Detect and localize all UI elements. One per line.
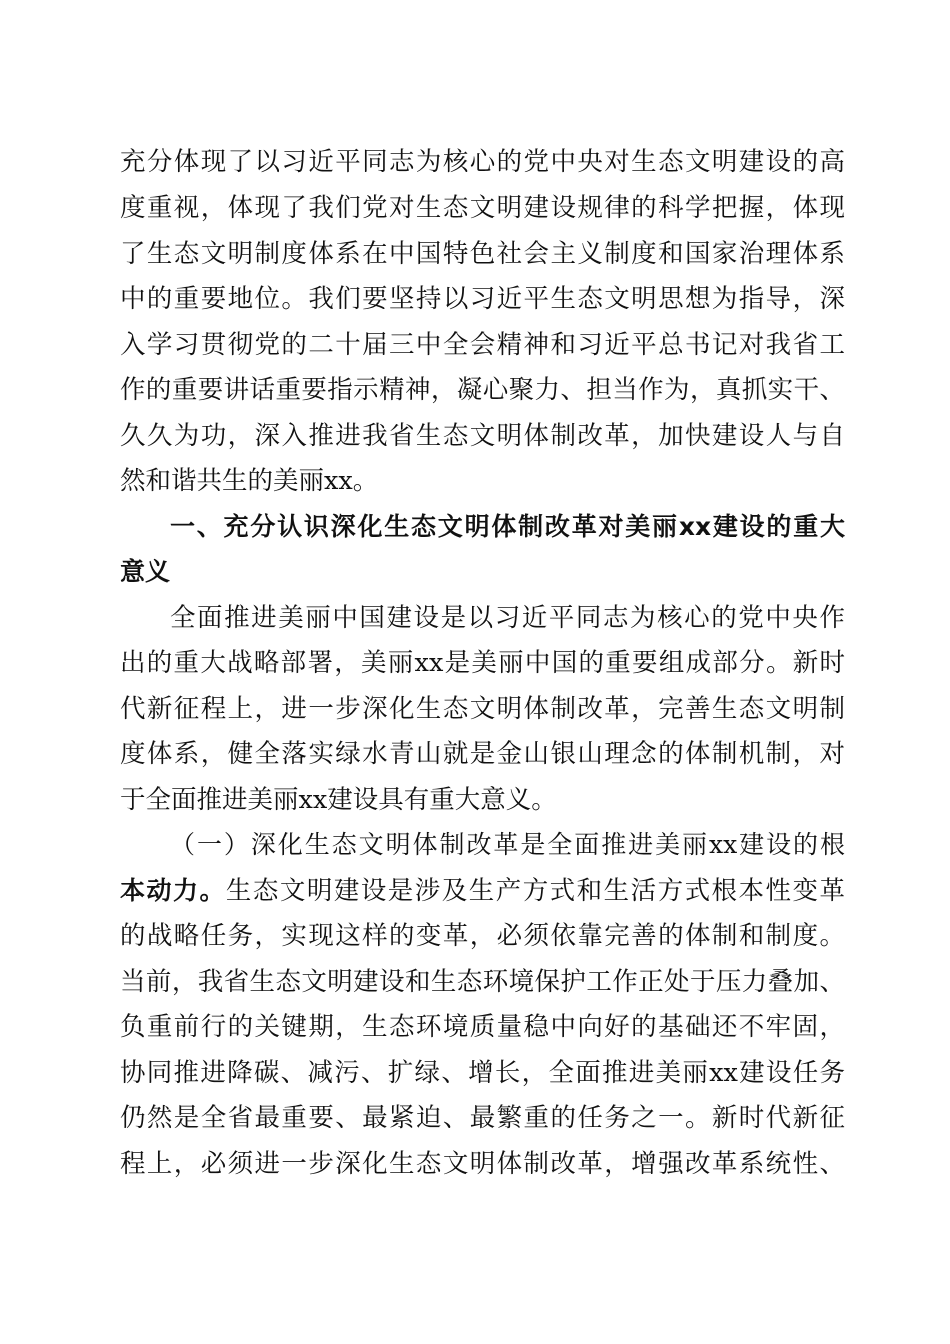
paragraph-line: 于全面推进美丽xx建设具有重大意义。	[120, 785, 557, 815]
paragraph-line: 的战略任务，实现这样的变革，必须依靠完善的体制和制度。	[120, 921, 845, 951]
section-heading: 一、充分认识深化生态文明体制改革对美丽xx建设的重大	[170, 512, 845, 541]
paragraph-line: 久久为功，深入推进我省生态文明体制改革，加快建设人与自	[120, 421, 845, 451]
subheading-line: （一）深化生态文明体制改革是全面推进美丽xx建设的根	[170, 830, 845, 859]
paragraph-line: 全面推进美丽中国建设是以习近平同志为核心的党中央作	[170, 603, 845, 633]
paragraph-line: 代新征程上，进一步深化生态文明体制改革，完善生态文明制	[120, 694, 845, 724]
paragraph-line: 入学习贯彻党的二十届三中全会精神和习近平总书记对我省工	[120, 330, 845, 360]
paragraph-line: 度重视，体现了我们党对生态文明建设规律的科学把握，体现	[120, 193, 845, 223]
paragraph-line: 了生态文明制度体系在中国特色社会主义制度和国家治理体系	[120, 239, 845, 269]
paragraph-line: 当前，我省生态文明建设和生态环境保护工作正处于压力叠加、	[120, 967, 845, 997]
subheading-bold-end: 本动力。	[120, 876, 226, 905]
paragraph-line: 度体系，健全落实绿水青山就是金山银山理念的体制机制，对	[120, 739, 845, 769]
paragraph-line: 作的重要讲话重要指示精神，凝心聚力、担当作为，真抓实干、	[120, 375, 845, 405]
paragraph-line-rest: 生态文明建设是涉及生产方式和生活方式根本性变革	[225, 876, 845, 906]
paragraph-line-mixed	[120, 871, 845, 911]
paragraph-line: 协同推进降碳、减污、扩绿、增长，全面推进美丽xx建设任务	[120, 1058, 845, 1088]
paragraph-line: 负重前行的关键期，生态环境质量稳中向好的基础还不牢固，	[120, 1012, 845, 1042]
paragraph-line: 然和谐共生的美丽xx。	[120, 466, 379, 496]
paragraph-line: 程上，必须进一步深化生态文明体制改革，增强改革系统性、	[120, 1149, 845, 1179]
paragraph-line: 充分体现了以习近平同志为核心的党中央对生态文明建设的高	[120, 147, 845, 177]
paragraph-line: 仍然是全省最重要、最紧迫、最繁重的任务之一。新时代新征	[120, 1103, 845, 1133]
paragraph-line: 出的重大战略部署，美丽xx是美丽中国的重要组成部分。新时	[120, 648, 845, 678]
paragraph-line: 中的重要地位。我们要坚持以习近平生态文明思想为指导，深	[120, 284, 845, 314]
section-heading-cont: 意义	[120, 557, 171, 586]
